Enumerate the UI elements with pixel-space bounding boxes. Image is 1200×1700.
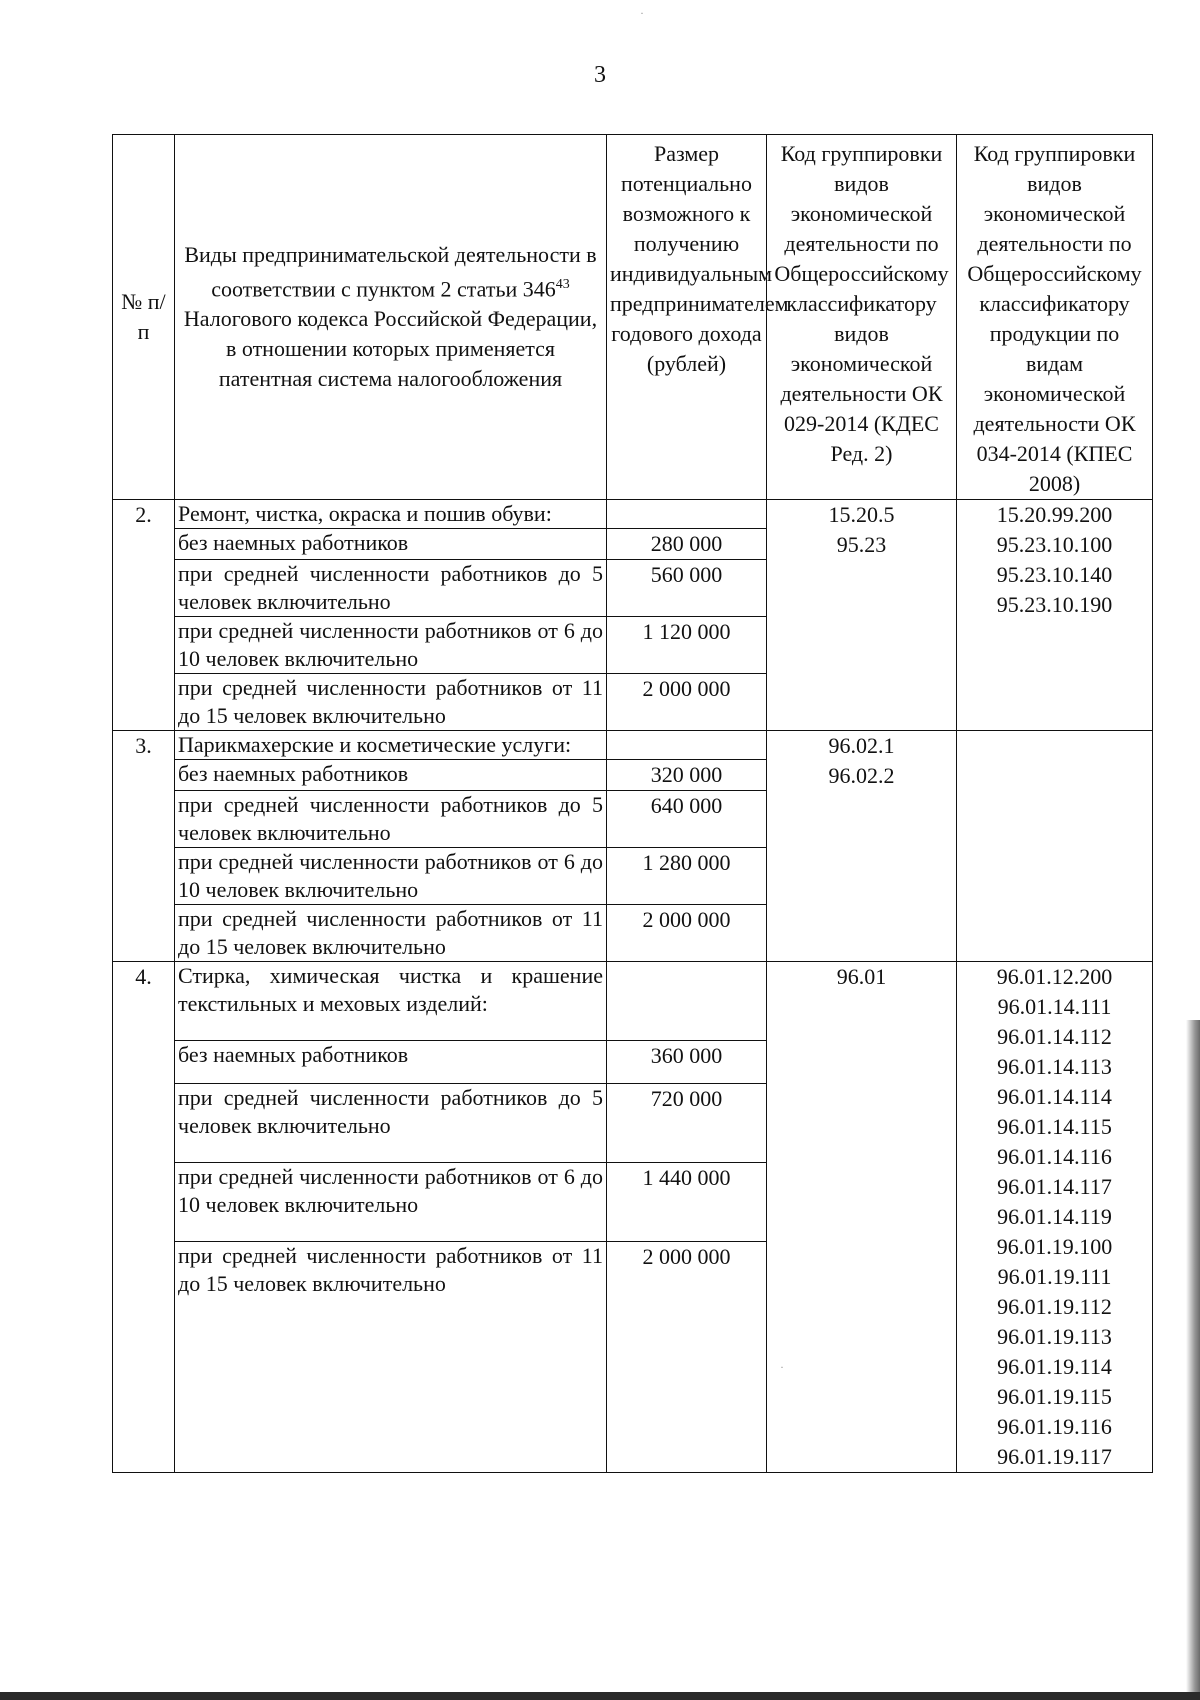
header-okpd: Код группировки видов экономической деятельности по Общероссийскому классификатору продукции по видам экономической деятельности ОК 034-2014 (КПЕС 2008) (957, 135, 1153, 500)
income-cell: 1 440 000 (607, 1162, 767, 1241)
scan-speck: · (640, 6, 644, 20)
row-label: при средней численности работников до 5 человек включительно (175, 1083, 607, 1162)
header-activity (175, 135, 607, 500)
okpd-codes (957, 962, 1153, 1473)
scan-speck: · (780, 1360, 784, 1374)
row-label: при средней численности работников от 11 до 15 человек включительно (175, 905, 607, 962)
group-3 (113, 731, 1153, 962)
income-cell: 560 000 (607, 560, 767, 617)
income-cell: 2 000 000 (607, 1242, 767, 1473)
okpd-code: 96.01.19.113 (997, 1324, 1112, 1349)
row-label: без наемных работников (175, 760, 607, 791)
income-cell (607, 731, 767, 760)
okpd-codes (957, 500, 1153, 731)
okpd-code: 96.01.19.116 (997, 1414, 1112, 1439)
row-label: при средней численности работников до 5 человек включительно (175, 560, 607, 617)
row-label: при средней численности работников от 11 до 15 человек включительно (175, 674, 607, 731)
group-title: Парикмахерские и косметические услуги: (175, 731, 607, 760)
okpd-code: 96.01.14.119 (997, 1204, 1112, 1229)
okpd-code: 95.23.10.100 (996, 532, 1113, 557)
group-num: 3. (113, 731, 175, 962)
okved-code: 15.20.5 (828, 502, 895, 527)
row-label: при средней численности работников от 6 до 10 человек включительно (175, 1162, 607, 1241)
group-4 (113, 962, 1153, 1473)
income-cell (607, 962, 767, 1041)
okpd-code: 15.20.99.200 (996, 502, 1113, 527)
income-cell (607, 500, 767, 529)
okpd-code: 96.01.14.115 (997, 1114, 1112, 1139)
activity-table (112, 134, 1153, 1473)
okpd-codes (957, 731, 1153, 962)
okpd-code: 96.01.19.114 (997, 1354, 1112, 1379)
header-activity-tail: Налогового кодекса Российской Федерации, в отношении которых применяется патентная система налогообложения (183, 306, 598, 392)
okpd-code: 96.01.19.111 (997, 1264, 1112, 1289)
row-label: без наемных работников (175, 529, 607, 560)
row-label: при средней численности работников до 5 человек включительно (175, 791, 607, 848)
okved-code: 95.23 (836, 532, 887, 557)
okpd-code: 96.01.12.200 (996, 964, 1113, 989)
group-title: Ремонт, чистка, окраска и пошив обуви: (175, 500, 607, 529)
okved-code: 96.02.1 (828, 733, 895, 758)
header-num: № п/п (113, 135, 175, 500)
okpd-code: 96.01.14.112 (997, 1024, 1112, 1049)
okpd-code: 96.01.14.111 (997, 994, 1112, 1019)
group-title: Стирка, химическая чистка и крашение текстильных и меховых изделий: (175, 962, 607, 1041)
okpd-code: 96.01.19.117 (997, 1444, 1112, 1469)
okpd-code: 96.01.14.113 (997, 1054, 1112, 1079)
scan-bottom-edge (0, 1692, 1200, 1700)
okved-code: 96.02.2 (828, 763, 895, 788)
table-row (113, 962, 1153, 1041)
okved-codes (767, 500, 957, 731)
table-header-row (113, 135, 1153, 500)
group-2 (113, 500, 1153, 731)
scan-shadow-edge (1186, 1020, 1200, 1700)
income-cell: 640 000 (607, 791, 767, 848)
header-income: Размер потенциально возможного к получению индивидуальным предпринимателем годового дохода (рублей) (607, 135, 767, 500)
okpd-code: 96.01.19.100 (996, 1234, 1113, 1259)
okved-code: 96.01 (836, 964, 887, 989)
income-cell: 2 000 000 (607, 674, 767, 731)
row-label: при средней численности работников от 6 до 10 человек включительно (175, 617, 607, 674)
group-num: 4. (113, 962, 175, 1473)
okpd-code: 95.23.10.140 (996, 562, 1113, 587)
page-number: 3 (594, 62, 606, 88)
group-num: 2. (113, 500, 175, 731)
income-cell: 1 280 000 (607, 848, 767, 905)
okpd-code: 96.01.14.117 (997, 1174, 1112, 1199)
okpd-code: 96.01.19.115 (997, 1384, 1112, 1409)
okpd-code: 96.01.19.112 (997, 1294, 1112, 1319)
table-row (113, 731, 1153, 760)
okpd-code: 96.01.14.116 (997, 1144, 1112, 1169)
okpd-code: 95.23.10.190 (996, 592, 1113, 617)
okved-codes (767, 962, 957, 1473)
income-cell: 1 120 000 (607, 617, 767, 674)
row-label: при средней численности работников от 6 до 10 человек включительно (175, 848, 607, 905)
header-activity-sup: 43 (555, 276, 570, 292)
row-label: при средней численности работников от 11 до 15 человек включительно (175, 1242, 607, 1473)
okved-codes (767, 731, 957, 962)
income-cell: 280 000 (607, 529, 767, 560)
header-activity-text: Виды предпринимательской деятельности в соответствии с пунктом 2 статьи 346 (184, 241, 597, 302)
header-okved: Код группировки видов экономической деятельности по Общероссийскому классификатору видов экономической деятельности ОК 029-2014 (КДЕС Ред. 2) (767, 135, 957, 500)
table-row (113, 500, 1153, 529)
income-cell: 2 000 000 (607, 905, 767, 962)
row-label: без наемных работников (175, 1041, 607, 1084)
income-cell: 320 000 (607, 760, 767, 791)
income-cell: 360 000 (607, 1041, 767, 1084)
okpd-code: 96.01.14.114 (997, 1084, 1112, 1109)
income-cell: 720 000 (607, 1083, 767, 1162)
